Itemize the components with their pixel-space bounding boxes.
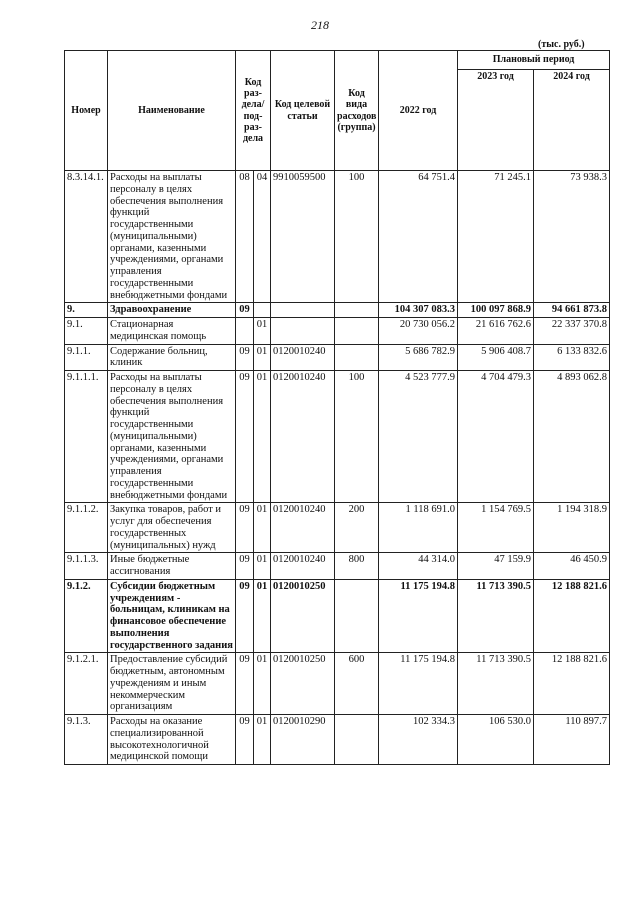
row-razdel: 09: [236, 715, 254, 765]
row-value-2024: 6 133 832.6: [534, 344, 610, 371]
row-value-2022: 5 686 782.9: [379, 344, 458, 371]
row-razdel: 09: [236, 653, 254, 715]
row-number: 9.1.1.1.: [65, 371, 108, 503]
table-row: [65, 715, 610, 765]
row-value-2022: 4 523 777.9: [379, 371, 458, 503]
header-section: Код раз-дела/ под-раз-дела: [236, 51, 271, 171]
header-planned: Плановый период: [458, 51, 610, 70]
row-value-2022: 20 730 056.2: [379, 318, 458, 345]
row-value-2024: 73 938.3: [534, 171, 610, 303]
table-row: [65, 553, 610, 580]
header-expense: Код вида расходов (группа): [335, 51, 379, 171]
row-value-2024: 46 450.9: [534, 553, 610, 580]
header-2024: 2024 год: [534, 70, 610, 171]
row-razdel: [236, 318, 254, 345]
row-name: Расходы на оказание специализированной высокотехнологичной медицинской помощи: [108, 715, 236, 765]
row-name: Расходы на выплаты персоналу в целях обеспечения выполнения функций государственными (муниципальными) органами, казенными учреждениями, органами управления государственными внебюджетными фондами: [108, 371, 236, 503]
row-value-2024: 22 337 370.8: [534, 318, 610, 345]
row-razdel: 09: [236, 553, 254, 580]
row-podrazdel: 01: [254, 715, 271, 765]
row-name: Закупка товаров, работ и услуг для обеспечения государственных (муниципальных) нужд: [108, 503, 236, 553]
row-razdel: 09: [236, 503, 254, 553]
row-expense-type: 200: [335, 503, 379, 553]
row-value-2022: 1 118 691.0: [379, 503, 458, 553]
row-name: Иные бюджетные ассигнования: [108, 553, 236, 580]
row-expense-type: 600: [335, 653, 379, 715]
row-value-2022: 11 175 194.8: [379, 579, 458, 653]
row-value-2023: 21 616 762.6: [458, 318, 534, 345]
row-name: Расходы на выплаты персоналу в целях обеспечения выполнения функций государственными (муниципальными) органами, казенными учреждениями, органами управления государственными внебюджетными фондами: [108, 171, 236, 303]
header-name: Наименование: [108, 51, 236, 171]
table-row: [65, 653, 610, 715]
header-target: Код целевой статьи: [271, 51, 335, 171]
table-row: [65, 371, 610, 503]
row-value-2022: 64 751.4: [379, 171, 458, 303]
table-row: [65, 303, 610, 318]
row-podrazdel: 01: [254, 318, 271, 345]
row-number: 9.1.3.: [65, 715, 108, 765]
row-podrazdel: 01: [254, 344, 271, 371]
table-row: [65, 344, 610, 371]
row-name: Здравоохранение: [108, 303, 236, 318]
table-row: [65, 503, 610, 553]
row-expense-type: [335, 579, 379, 653]
row-name: Стационарная медицинская помощь: [108, 318, 236, 345]
row-expense-type: 100: [335, 171, 379, 303]
table-row: [65, 171, 610, 303]
row-number: 9.1.: [65, 318, 108, 345]
row-expense-type: [335, 715, 379, 765]
row-value-2023: 71 245.1: [458, 171, 534, 303]
row-value-2024: 110 897.7: [534, 715, 610, 765]
row-value-2024: 4 893 062.8: [534, 371, 610, 503]
row-number: 9.1.1.2.: [65, 503, 108, 553]
row-razdel: 09: [236, 579, 254, 653]
row-value-2024: 1 194 318.9: [534, 503, 610, 553]
header-number: Номер: [65, 51, 108, 171]
row-target: 0120010240: [271, 503, 335, 553]
row-target: [271, 318, 335, 345]
row-razdel: 08: [236, 171, 254, 303]
table-row: [65, 579, 610, 653]
row-value-2023: 4 704 479.3: [458, 371, 534, 503]
row-value-2023: 11 713 390.5: [458, 653, 534, 715]
row-target: 0120010290: [271, 715, 335, 765]
row-value-2022: 44 314.0: [379, 553, 458, 580]
header-2022: 2022 год: [379, 51, 458, 171]
row-podrazdel: 01: [254, 503, 271, 553]
row-number: 8.3.14.1.: [65, 171, 108, 303]
row-name: Предоставление субсидий бюджетным, автономным учреждениям и иным некоммерческим организациям: [108, 653, 236, 715]
row-podrazdel: 01: [254, 653, 271, 715]
row-podrazdel: 01: [254, 371, 271, 503]
page-number: 218: [311, 18, 329, 32]
row-number: 9.1.2.1.: [65, 653, 108, 715]
row-target: 0120010250: [271, 653, 335, 715]
row-value-2023: 5 906 408.7: [458, 344, 534, 371]
header-2023: 2023 год: [458, 70, 534, 171]
row-razdel: 09: [236, 371, 254, 503]
row-value-2022: 11 175 194.8: [379, 653, 458, 715]
row-expense-type: 100: [335, 371, 379, 503]
table-body: [65, 171, 610, 765]
row-number: 9.: [65, 303, 108, 318]
row-value-2022: 102 334.3: [379, 715, 458, 765]
row-value-2024: 12 188 821.6: [534, 579, 610, 653]
table-row: [65, 318, 610, 345]
row-target: 0120010240: [271, 553, 335, 580]
row-value-2022: 104 307 083.3: [379, 303, 458, 318]
row-value-2023: 100 097 868.9: [458, 303, 534, 318]
row-target: 9910059500: [271, 171, 335, 303]
row-value-2023: 106 530.0: [458, 715, 534, 765]
row-number: 9.1.2.: [65, 579, 108, 653]
row-target: 0120010250: [271, 579, 335, 653]
row-target: 0120010240: [271, 344, 335, 371]
row-name: Субсидии бюджетным учреждениям - больницам, клиникам на финансовое обеспечение выполнения государственного задания: [108, 579, 236, 653]
row-expense-type: [335, 318, 379, 345]
row-name: Содержание больниц, клиник: [108, 344, 236, 371]
row-podrazdel: 04: [254, 171, 271, 303]
row-value-2024: 12 188 821.6: [534, 653, 610, 715]
row-target: [271, 303, 335, 318]
row-podrazdel: 01: [254, 579, 271, 653]
row-value-2023: 1 154 769.5: [458, 503, 534, 553]
row-value-2024: 94 661 873.8: [534, 303, 610, 318]
row-number: 9.1.1.: [65, 344, 108, 371]
units-label: (тыс. руб.): [538, 39, 585, 50]
row-podrazdel: 01: [254, 553, 271, 580]
row-podrazdel: [254, 303, 271, 318]
row-razdel: 09: [236, 303, 254, 318]
row-expense-type: [335, 344, 379, 371]
row-number: 9.1.1.3.: [65, 553, 108, 580]
row-razdel: 09: [236, 344, 254, 371]
row-target: 0120010240: [271, 371, 335, 503]
budget-table: [64, 50, 610, 765]
row-expense-type: 800: [335, 553, 379, 580]
row-expense-type: [335, 303, 379, 318]
row-value-2023: 47 159.9: [458, 553, 534, 580]
row-value-2023: 11 713 390.5: [458, 579, 534, 653]
